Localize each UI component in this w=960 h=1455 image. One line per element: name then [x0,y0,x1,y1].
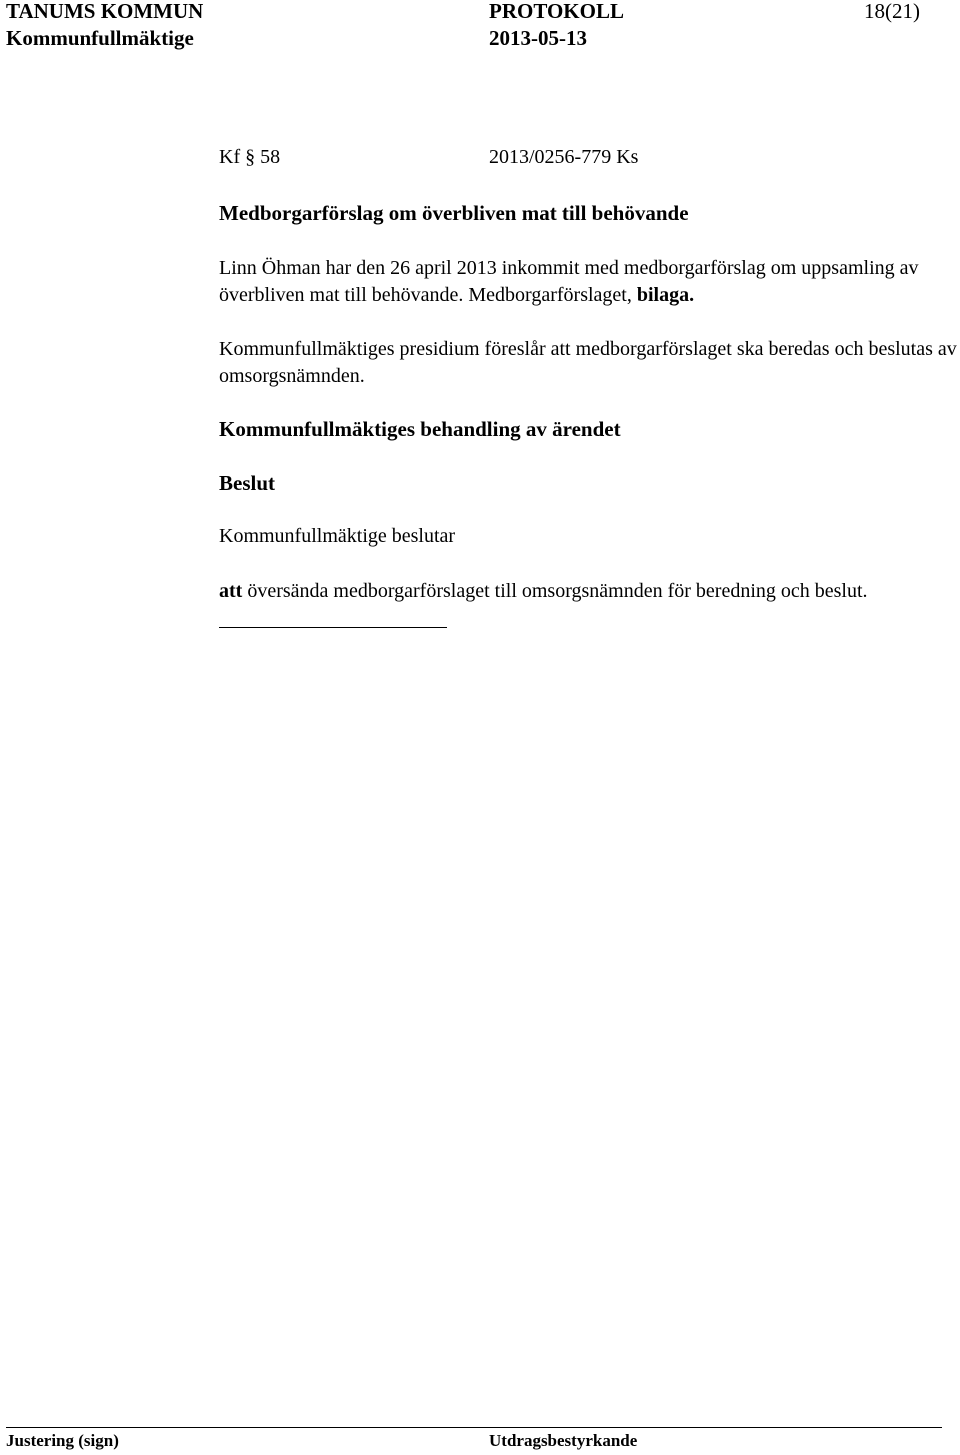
attachment-reference: bilaga [636,284,690,306]
header-date: 2013-05-13 [489,26,587,50]
case-number: 2013/0256-779 Ks [489,146,639,168]
decision-line [219,580,868,603]
heading-behandling: Kommunfullmäktiges behandling av ärendet [219,417,621,441]
paragraph-proposal: Kommunfullmäktiges presidium föreslår att medborgarförslaget ska beredas och beslutas av omsorgsnämnden. [219,338,957,387]
header-body: Kommunfullmäktige [6,26,194,50]
footer-extract-label: Utdragsbestyrkande [489,1431,638,1450]
footer-rule [6,1427,942,1428]
page-title: Medborgarförslag om överbliven mat till behövande [219,201,689,225]
section-end-rule [219,627,447,628]
case-paragraph: Kf § 58 [219,146,281,168]
paragraph-background-text: Linn Öhman har den 26 april 2013 inkommit med medborgarförslag om uppsamling av överbliven mat till behövande. Medborgarförslaget, [219,257,919,306]
header-document-type: PROTOKOLL [489,0,624,23]
decision-text: översända medborgarförslaget till omsorgsnämnden för beredning och beslut. [242,580,868,602]
decision-intro: Kommunfullmäktige beslutar [219,525,456,547]
header-page-number: 18(21) [864,0,920,23]
footer-signature-label: Justering (sign) [6,1431,119,1450]
decision-att: att [219,580,243,602]
paragraph-background-end: . [689,284,695,306]
heading-beslut: Beslut [219,471,276,495]
paragraph-background [219,255,959,309]
header-organization: TANUMS KOMMUN [6,0,204,23]
